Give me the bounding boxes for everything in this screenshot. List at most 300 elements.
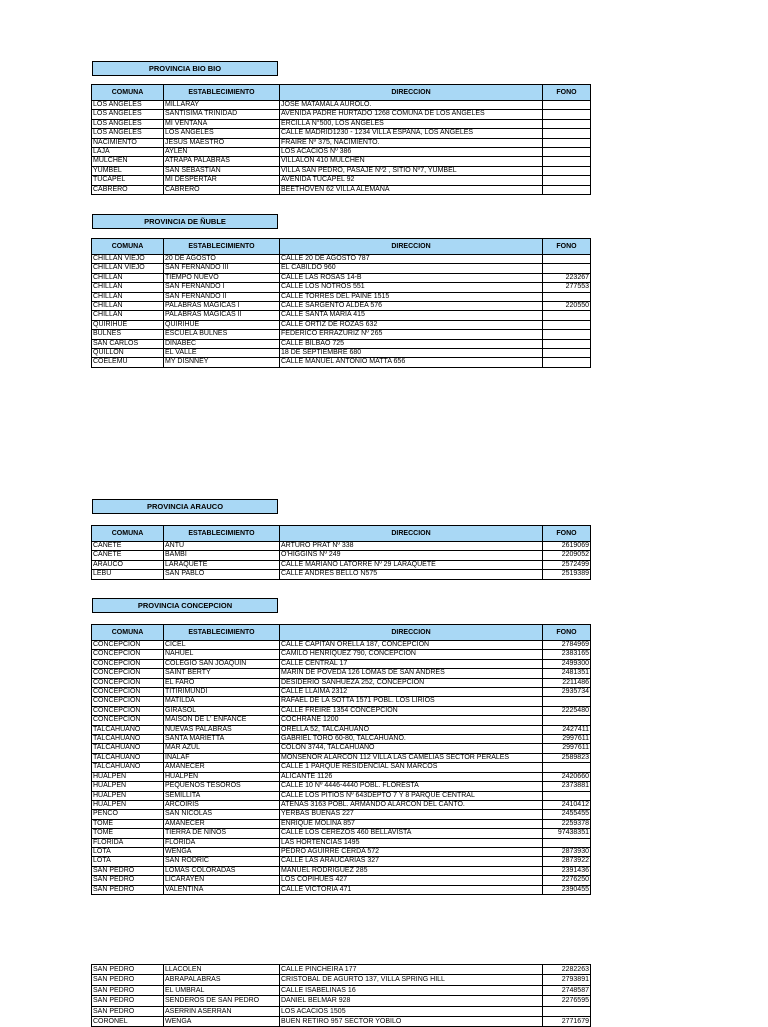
cell-fono xyxy=(543,255,591,264)
cell-comuna: HUALPEN xyxy=(92,782,164,791)
header-comuna: COMUNA xyxy=(92,625,164,641)
cell-fono: 2784969 xyxy=(543,641,591,650)
cell-fono xyxy=(543,101,591,110)
table-row xyxy=(92,560,591,569)
cell-comuna: LOTA xyxy=(92,847,164,856)
cell-direccion: CALLE TORRES DEL PAINE 1515 xyxy=(280,292,543,301)
cell-direccion: CALLE CENTRAL 17 xyxy=(280,659,543,668)
cell-fono: 2282263 xyxy=(543,965,591,975)
cell-fono: 2873922 xyxy=(543,857,591,866)
cell-direccion: CALLE LLAIMA 2312 xyxy=(280,688,543,697)
cell-comuna: SAN PEDRO xyxy=(92,985,164,995)
cell-comuna: CHILLAN xyxy=(92,283,164,292)
table-bio-bio xyxy=(91,84,591,195)
table-row xyxy=(92,320,591,329)
cell-comuna: CONCEPCION xyxy=(92,678,164,687)
cell-comuna: LOS ANGELES xyxy=(92,119,164,128)
cell-establecimiento: EL VALLE xyxy=(164,349,280,358)
cell-establecimiento: MI VENTANA xyxy=(164,119,280,128)
table-arauco xyxy=(91,525,591,580)
cell-establecimiento: FLORIDA xyxy=(164,838,280,847)
cell-establecimiento: PALABRAS MAGICAS I xyxy=(164,302,280,311)
cell-direccion: VILLALON 410 MULCHEN xyxy=(280,157,543,166)
cell-establecimiento: AMANECER xyxy=(164,763,280,772)
cell-direccion: FEDERICO ERRAZURIZ Nº 265 xyxy=(280,330,543,339)
cell-establecimiento: NUEVAS PALABRAS xyxy=(164,725,280,734)
table-row xyxy=(92,302,591,311)
cell-direccion: CALLE ORTIZ DE ROZAS 632 xyxy=(280,320,543,329)
cell-direccion: RAFAEL DE LA SOTTA 1571 POBL. LOS LIRIOS xyxy=(280,697,543,706)
table-row xyxy=(92,975,591,985)
table-row xyxy=(92,358,591,367)
cell-direccion: JOSE MATAMALA AUROLO. xyxy=(280,101,543,110)
cell-fono xyxy=(543,763,591,772)
cell-fono: 2455455 xyxy=(543,810,591,819)
table-concepcion xyxy=(91,624,591,895)
cell-establecimiento: ABRAPALABRAS xyxy=(164,975,280,985)
cell-comuna: TALCAHUANO xyxy=(92,763,164,772)
cell-comuna: TOME xyxy=(92,819,164,828)
cell-direccion: DANIEL BELMAR 928 xyxy=(280,996,543,1006)
cell-direccion: CALLE MANUEL ANTONIO MATTA 656 xyxy=(280,358,543,367)
header-comuna: COMUNA xyxy=(92,526,164,542)
cell-direccion: ENRIQUE MOLINA 857 xyxy=(280,819,543,828)
cell-establecimiento: ATRAPA PALABRAS xyxy=(164,157,280,166)
cell-direccion: COCHRANE 1200 xyxy=(280,716,543,725)
section-title-bio-bio: PROVINCIA BIO BIO xyxy=(92,61,278,76)
cell-establecimiento: MATILDA xyxy=(164,697,280,706)
cell-establecimiento: WENGA xyxy=(164,1017,280,1027)
table-row xyxy=(92,725,591,734)
table-row xyxy=(92,866,591,875)
cell-comuna: CORONEL xyxy=(92,1017,164,1027)
cell-comuna: SAN PEDRO xyxy=(92,866,164,875)
table-row xyxy=(92,810,591,819)
cell-fono xyxy=(543,185,591,194)
cell-comuna: TALCAHUANO xyxy=(92,744,164,753)
cell-establecimiento: LLACOLEN xyxy=(164,965,280,975)
cell-direccion: ATENAS 3163 POBL. ARMANDO ALARCON DEL CANTO. xyxy=(280,800,543,809)
cell-direccion: CALLE 1 PARQUE RESIDENCIAL SAN MARCOS xyxy=(280,763,543,772)
cell-fono: 2276250 xyxy=(543,876,591,885)
table-row xyxy=(92,791,591,800)
cell-establecimiento: MI DESPERTAR xyxy=(164,176,280,185)
cell-fono xyxy=(543,138,591,147)
cell-direccion: COLON 3744, TALCAHUANO xyxy=(280,744,543,753)
cell-direccion: CALLE LAS ARAUCARIAS 327 xyxy=(280,857,543,866)
cell-direccion: CALLE PINCHEIRA 177 xyxy=(280,965,543,975)
cell-direccion: CALLE LOS CEREZOS 460 BELLAVISTA xyxy=(280,829,543,838)
table-row xyxy=(92,551,591,560)
cell-establecimiento: SAN SEBASTIAN xyxy=(164,166,280,175)
cell-comuna: PENCO xyxy=(92,810,164,819)
cell-fono: 2873930 xyxy=(543,847,591,856)
cell-direccion: AVENIDA PADRE HURTADO 1268 COMUNA DE LOS ANGELES xyxy=(280,110,543,119)
section-title-nuble: PROVINCIA DE ÑUBLE xyxy=(92,214,278,229)
table-row xyxy=(92,166,591,175)
table-row xyxy=(92,669,591,678)
section-title-concepcion: PROVINCIA CONCEPCION xyxy=(92,598,278,613)
cell-establecimiento: DINABEC xyxy=(164,339,280,348)
cell-fono: 2589823 xyxy=(543,753,591,762)
cell-fono xyxy=(543,358,591,367)
cell-fono xyxy=(543,292,591,301)
header-establecimiento: ESTABLECIMIENTO xyxy=(164,239,280,255)
cell-fono xyxy=(543,320,591,329)
cell-comuna: LEBU xyxy=(92,570,164,579)
cell-establecimiento: SAINT BERTY xyxy=(164,669,280,678)
cell-direccion: LAS HORTENCIAS 1495 xyxy=(280,838,543,847)
cell-direccion: CALLE 10 Nº 4446-4440 POBL. FLORESTA xyxy=(280,782,543,791)
cell-direccion: MANUEL RODRIGUEZ 285 xyxy=(280,866,543,875)
cell-direccion: CALLE SARGENTO ALDEA 576 xyxy=(280,302,543,311)
cell-fono: 2619069 xyxy=(543,542,591,551)
cell-fono: 223267 xyxy=(543,273,591,282)
cell-establecimiento: MAISON DE L' ENFANCE xyxy=(164,716,280,725)
cell-direccion: CAMILO HENRIQUEZ 790, CONCEPCION xyxy=(280,650,543,659)
cell-comuna: CHILLAN xyxy=(92,292,164,301)
cell-establecimiento: PALABRAS MAGICAS II xyxy=(164,311,280,320)
cell-establecimiento: SANTA MARIETTA xyxy=(164,735,280,744)
cell-comuna: YUMBEL xyxy=(92,166,164,175)
cell-direccion: CALLE VICTORIA 471 xyxy=(280,885,543,894)
table-row xyxy=(92,772,591,781)
cell-comuna: SAN CARLOS xyxy=(92,339,164,348)
table-row xyxy=(92,819,591,828)
cell-establecimiento: EL FARO xyxy=(164,678,280,687)
cell-direccion: FRAIRE Nº 375, NACIMIENTO. xyxy=(280,138,543,147)
cell-fono: 2748587 xyxy=(543,985,591,995)
cell-comuna: HUALPEN xyxy=(92,772,164,781)
cell-establecimiento: LARAQUETE xyxy=(164,560,280,569)
table-row xyxy=(92,847,591,856)
cell-direccion: CALLE 20 DE AGOSTO 787 xyxy=(280,255,543,264)
table-row xyxy=(92,157,591,166)
cell-establecimiento: ASERRIN ASERRAN xyxy=(164,1006,280,1016)
table-concepcion-continued xyxy=(91,964,591,1027)
cell-direccion: CALLE MARIANO LATORRE Nº 29 LARAQUETE xyxy=(280,560,543,569)
table-row xyxy=(92,101,591,110)
cell-fono xyxy=(543,349,591,358)
cell-fono: 2209052 xyxy=(543,551,591,560)
section-title-arauco: PROVINCIA ARAUCO xyxy=(92,499,278,514)
table-row xyxy=(92,129,591,138)
table-row xyxy=(92,176,591,185)
cell-comuna: CABRERO xyxy=(92,185,164,194)
table-row xyxy=(92,753,591,762)
cell-comuna: LOS ANGELES xyxy=(92,129,164,138)
cell-establecimiento: MILLARAY xyxy=(164,101,280,110)
cell-establecimiento: PEQUEÑOS TESOROS xyxy=(164,782,280,791)
header-comuna: COMUNA xyxy=(92,239,164,255)
cell-establecimiento: SAN FERNANDO I xyxy=(164,283,280,292)
cell-comuna: LOTA xyxy=(92,857,164,866)
cell-establecimiento: LOMAS COLORADAS xyxy=(164,866,280,875)
table-row xyxy=(92,148,591,157)
cell-fono: 2427411 xyxy=(543,725,591,734)
cell-establecimiento: TIEMPO NUEVO xyxy=(164,273,280,282)
cell-direccion: VILLA SAN PEDRO, PASAJE Nº2 , SITIO Nº7, YUMBEL xyxy=(280,166,543,175)
table-row xyxy=(92,283,591,292)
table-row xyxy=(92,697,591,706)
cell-comuna: SAN PEDRO xyxy=(92,965,164,975)
cell-fono xyxy=(543,166,591,175)
cell-establecimiento: NAHUEL xyxy=(164,650,280,659)
table-row xyxy=(92,1006,591,1016)
cell-comuna: CHILLAN VIEJO xyxy=(92,255,164,264)
table-row xyxy=(92,264,591,273)
table-row xyxy=(92,339,591,348)
cell-establecimiento: CICEL xyxy=(164,641,280,650)
cell-comuna: CAÑETE xyxy=(92,551,164,560)
cell-establecimiento: COLEGIO SAN JOAQUIN xyxy=(164,659,280,668)
cell-direccion: YERBAS BUENAS 227 xyxy=(280,810,543,819)
cell-establecimiento: SAN FERNANDO III xyxy=(164,264,280,273)
cell-comuna: SAN PEDRO xyxy=(92,996,164,1006)
cell-comuna: CHILLAN xyxy=(92,311,164,320)
cell-comuna: NACIMIENTO xyxy=(92,138,164,147)
table-row xyxy=(92,706,591,715)
cell-establecimiento: SAN NICOLAS xyxy=(164,810,280,819)
table-row xyxy=(92,119,591,128)
table-row xyxy=(92,311,591,320)
cell-comuna: SAN PEDRO xyxy=(92,885,164,894)
table-row xyxy=(92,330,591,339)
cell-fono: 97438351 xyxy=(543,829,591,838)
cell-fono: 2225480 xyxy=(543,706,591,715)
table-row xyxy=(92,876,591,885)
cell-fono xyxy=(543,339,591,348)
table-row xyxy=(92,885,591,894)
cell-direccion: MONSEÑOR ALARCON 112 VILLA LAS CAMELIAS SECTOR PERALES xyxy=(280,753,543,762)
cell-comuna: LOS ANGELES xyxy=(92,101,164,110)
cell-comuna: TALCAHUANO xyxy=(92,753,164,762)
cell-fono: 2572499 xyxy=(543,560,591,569)
header-establecimiento: ESTABLECIMIENTO xyxy=(164,85,280,101)
table-row xyxy=(92,570,591,579)
cell-establecimiento: MY DISNNEY xyxy=(164,358,280,367)
cell-direccion: ARTURO PRAT Nº 338 xyxy=(280,542,543,551)
table-row xyxy=(92,659,591,668)
cell-direccion: CALLE SANTA MARIA 415 xyxy=(280,311,543,320)
cell-direccion: LOS ACACIOS 1505 xyxy=(280,1006,543,1016)
cell-direccion: EL CABILDO 960 xyxy=(280,264,543,273)
cell-establecimiento: ARCOIRIS xyxy=(164,800,280,809)
header-comuna: COMUNA xyxy=(92,85,164,101)
cell-comuna: QUILLON xyxy=(92,349,164,358)
cell-fono: 2793891 xyxy=(543,975,591,985)
cell-fono xyxy=(543,697,591,706)
table-row xyxy=(92,110,591,119)
cell-direccion: 18 DE SEPTIEMBRE 680 xyxy=(280,349,543,358)
cell-fono xyxy=(543,311,591,320)
table-row xyxy=(92,763,591,772)
cell-fono: 2276595 xyxy=(543,996,591,1006)
cell-direccion: O'HIGGINS Nº 249 xyxy=(280,551,543,560)
cell-establecimiento: CABRERO xyxy=(164,185,280,194)
header-direccion: DIRECCION xyxy=(280,625,543,641)
cell-comuna: MULCHEN xyxy=(92,157,164,166)
cell-comuna: FLORIDA xyxy=(92,838,164,847)
cell-fono xyxy=(543,176,591,185)
table-row xyxy=(92,349,591,358)
cell-establecimiento: ANTU xyxy=(164,542,280,551)
table-row xyxy=(92,857,591,866)
cell-establecimiento: JESUS MAESTRO xyxy=(164,138,280,147)
cell-establecimiento: SENDEROS DE SAN PEDRO xyxy=(164,996,280,1006)
cell-fono: 2499300 xyxy=(543,659,591,668)
header-fono: FONO xyxy=(543,526,591,542)
header-fono: FONO xyxy=(543,85,591,101)
cell-establecimiento: BAMBI xyxy=(164,551,280,560)
table-row xyxy=(92,650,591,659)
cell-fono xyxy=(543,838,591,847)
cell-comuna: SAN PEDRO xyxy=(92,1006,164,1016)
cell-direccion: CALLE LOS NOTROS 551 xyxy=(280,283,543,292)
cell-direccion: BUEN RETIRO 957 SECTOR YOBILO xyxy=(280,1017,543,1027)
cell-establecimiento: VALENTINA xyxy=(164,885,280,894)
cell-direccion: CALLE MADRID1230 - 1234 VILLA ESPAÑA, LOS ANGELES xyxy=(280,129,543,138)
cell-comuna: COELEMU xyxy=(92,358,164,367)
cell-fono: 2373881 xyxy=(543,782,591,791)
cell-direccion: MARIN DE POVEDA 126 LOMAS DE SAN ANDRES xyxy=(280,669,543,678)
header-fono: FONO xyxy=(543,625,591,641)
cell-comuna: CONCEPCION xyxy=(92,669,164,678)
cell-fono xyxy=(543,119,591,128)
table-row xyxy=(92,255,591,264)
cell-fono xyxy=(543,791,591,800)
cell-comuna: CONCEPCION xyxy=(92,716,164,725)
cell-fono: 2771679 xyxy=(543,1017,591,1027)
cell-fono: 277553 xyxy=(543,283,591,292)
cell-comuna: BULNES xyxy=(92,330,164,339)
cell-direccion: CALLE LAS ROSAS 14-B xyxy=(280,273,543,282)
cell-establecimiento: SAN RODRIC xyxy=(164,857,280,866)
cell-comuna: CAÑETE xyxy=(92,542,164,551)
header-direccion: DIRECCION xyxy=(280,85,543,101)
cell-direccion: CALLE LOS PITIOS Nº 643DEPTO 7 Y 8 PARQUE CENTRAL xyxy=(280,791,543,800)
table-row xyxy=(92,678,591,687)
table-row xyxy=(92,1017,591,1027)
table-row xyxy=(92,735,591,744)
cell-comuna: CONCEPCION xyxy=(92,706,164,715)
cell-establecimiento: LICARAYEN xyxy=(164,876,280,885)
header-establecimiento: ESTABLECIMIENTO xyxy=(164,625,280,641)
cell-establecimiento: 20 DE AGOSTO xyxy=(164,255,280,264)
table-row xyxy=(92,542,591,551)
cell-fono: 2391436 xyxy=(543,866,591,875)
table-row xyxy=(92,965,591,975)
cell-establecimiento: LOS ANGELES xyxy=(164,129,280,138)
cell-comuna: TALCAHUANO xyxy=(92,725,164,734)
cell-comuna: TOME xyxy=(92,829,164,838)
cell-fono: 2997611 xyxy=(543,744,591,753)
cell-establecimiento: TITIRIMUNDI xyxy=(164,688,280,697)
table-row xyxy=(92,800,591,809)
table-row xyxy=(92,273,591,282)
cell-fono xyxy=(543,264,591,273)
header-direccion: DIRECCION xyxy=(280,239,543,255)
cell-fono xyxy=(543,110,591,119)
cell-establecimiento: GIRASOL xyxy=(164,706,280,715)
cell-direccion: CRISTOBAL DE AGURTO 137, VILLA SPRING HILL xyxy=(280,975,543,985)
cell-direccion: BEETHOVEN 62 VILLA ALEMANA xyxy=(280,185,543,194)
cell-direccion: CALLE ANDRES BELLO N575 xyxy=(280,570,543,579)
cell-direccion: DESIDERIO SANHUEZA 252, CONCEPCION xyxy=(280,678,543,687)
cell-fono xyxy=(543,157,591,166)
cell-direccion: AVENIDA TUCAPEL 92 xyxy=(280,176,543,185)
cell-comuna: LAJA xyxy=(92,148,164,157)
table-row xyxy=(92,716,591,725)
cell-fono: 220550 xyxy=(543,302,591,311)
cell-direccion: LOS COPIHUES 427 xyxy=(280,876,543,885)
cell-comuna: QUIRIHUE xyxy=(92,320,164,329)
cell-comuna: HUALPEN xyxy=(92,800,164,809)
table-nuble xyxy=(91,238,591,368)
cell-direccion: ERCILLA N°500, LOS ANGELES xyxy=(280,119,543,128)
cell-establecimiento: HUALPEN xyxy=(164,772,280,781)
cell-fono: 2997611 xyxy=(543,735,591,744)
cell-establecimiento: AYLEN xyxy=(164,148,280,157)
cell-fono: 2211486 xyxy=(543,678,591,687)
table-row xyxy=(92,641,591,650)
table-row xyxy=(92,985,591,995)
cell-fono: 2519389 xyxy=(543,570,591,579)
cell-direccion: GABRIEL TORO 60-80, TALCAHUANO. xyxy=(280,735,543,744)
cell-fono: 2420660 xyxy=(543,772,591,781)
table-row xyxy=(92,688,591,697)
cell-comuna: CONCEPCION xyxy=(92,688,164,697)
cell-direccion: ORELLA 52, TALCAHUANO xyxy=(280,725,543,734)
table-row xyxy=(92,838,591,847)
cell-fono xyxy=(543,716,591,725)
cell-comuna: TALCAHUANO xyxy=(92,735,164,744)
table-row xyxy=(92,292,591,301)
header-establecimiento: ESTABLECIMIENTO xyxy=(164,526,280,542)
cell-comuna: TUCAPEL xyxy=(92,176,164,185)
cell-comuna: LOS ANGELES xyxy=(92,110,164,119)
cell-comuna: HUALPEN xyxy=(92,791,164,800)
cell-fono: 2410412 xyxy=(543,800,591,809)
header-fono: FONO xyxy=(543,239,591,255)
cell-establecimiento: ESCUELA BULNES xyxy=(164,330,280,339)
cell-establecimiento: QUIRIHUE xyxy=(164,320,280,329)
cell-fono xyxy=(543,1006,591,1016)
cell-fono: 2481351 xyxy=(543,669,591,678)
header-direccion: DIRECCION xyxy=(280,526,543,542)
cell-establecimiento: TIERRA DE NIÑOS xyxy=(164,829,280,838)
cell-establecimiento: SAN FERNANDO II xyxy=(164,292,280,301)
cell-direccion: CALLE FREIRE 1354 CONCEPCION xyxy=(280,706,543,715)
cell-establecimiento: WENGA xyxy=(164,847,280,856)
cell-establecimiento: INALAF xyxy=(164,753,280,762)
cell-comuna: CHILLAN xyxy=(92,273,164,282)
cell-comuna: SAN PEDRO xyxy=(92,876,164,885)
cell-direccion: LOS ACACIOS Nº 386 xyxy=(280,148,543,157)
cell-direccion: CALLE CAPITAN ORELLA 187, CONCEPCION xyxy=(280,641,543,650)
cell-fono: 2390455 xyxy=(543,885,591,894)
cell-comuna: CONCEPCION xyxy=(92,641,164,650)
cell-establecimiento: AMANECER xyxy=(164,819,280,828)
cell-fono xyxy=(543,330,591,339)
table-row xyxy=(92,138,591,147)
cell-direccion: PEDRO AGUIRRE CERDA 572 xyxy=(280,847,543,856)
cell-comuna: ARAUCO xyxy=(92,560,164,569)
cell-establecimiento: SANTISIMA TRINIDAD xyxy=(164,110,280,119)
cell-establecimiento: SAN PABLO xyxy=(164,570,280,579)
cell-fono: 2259378 xyxy=(543,819,591,828)
table-row xyxy=(92,185,591,194)
